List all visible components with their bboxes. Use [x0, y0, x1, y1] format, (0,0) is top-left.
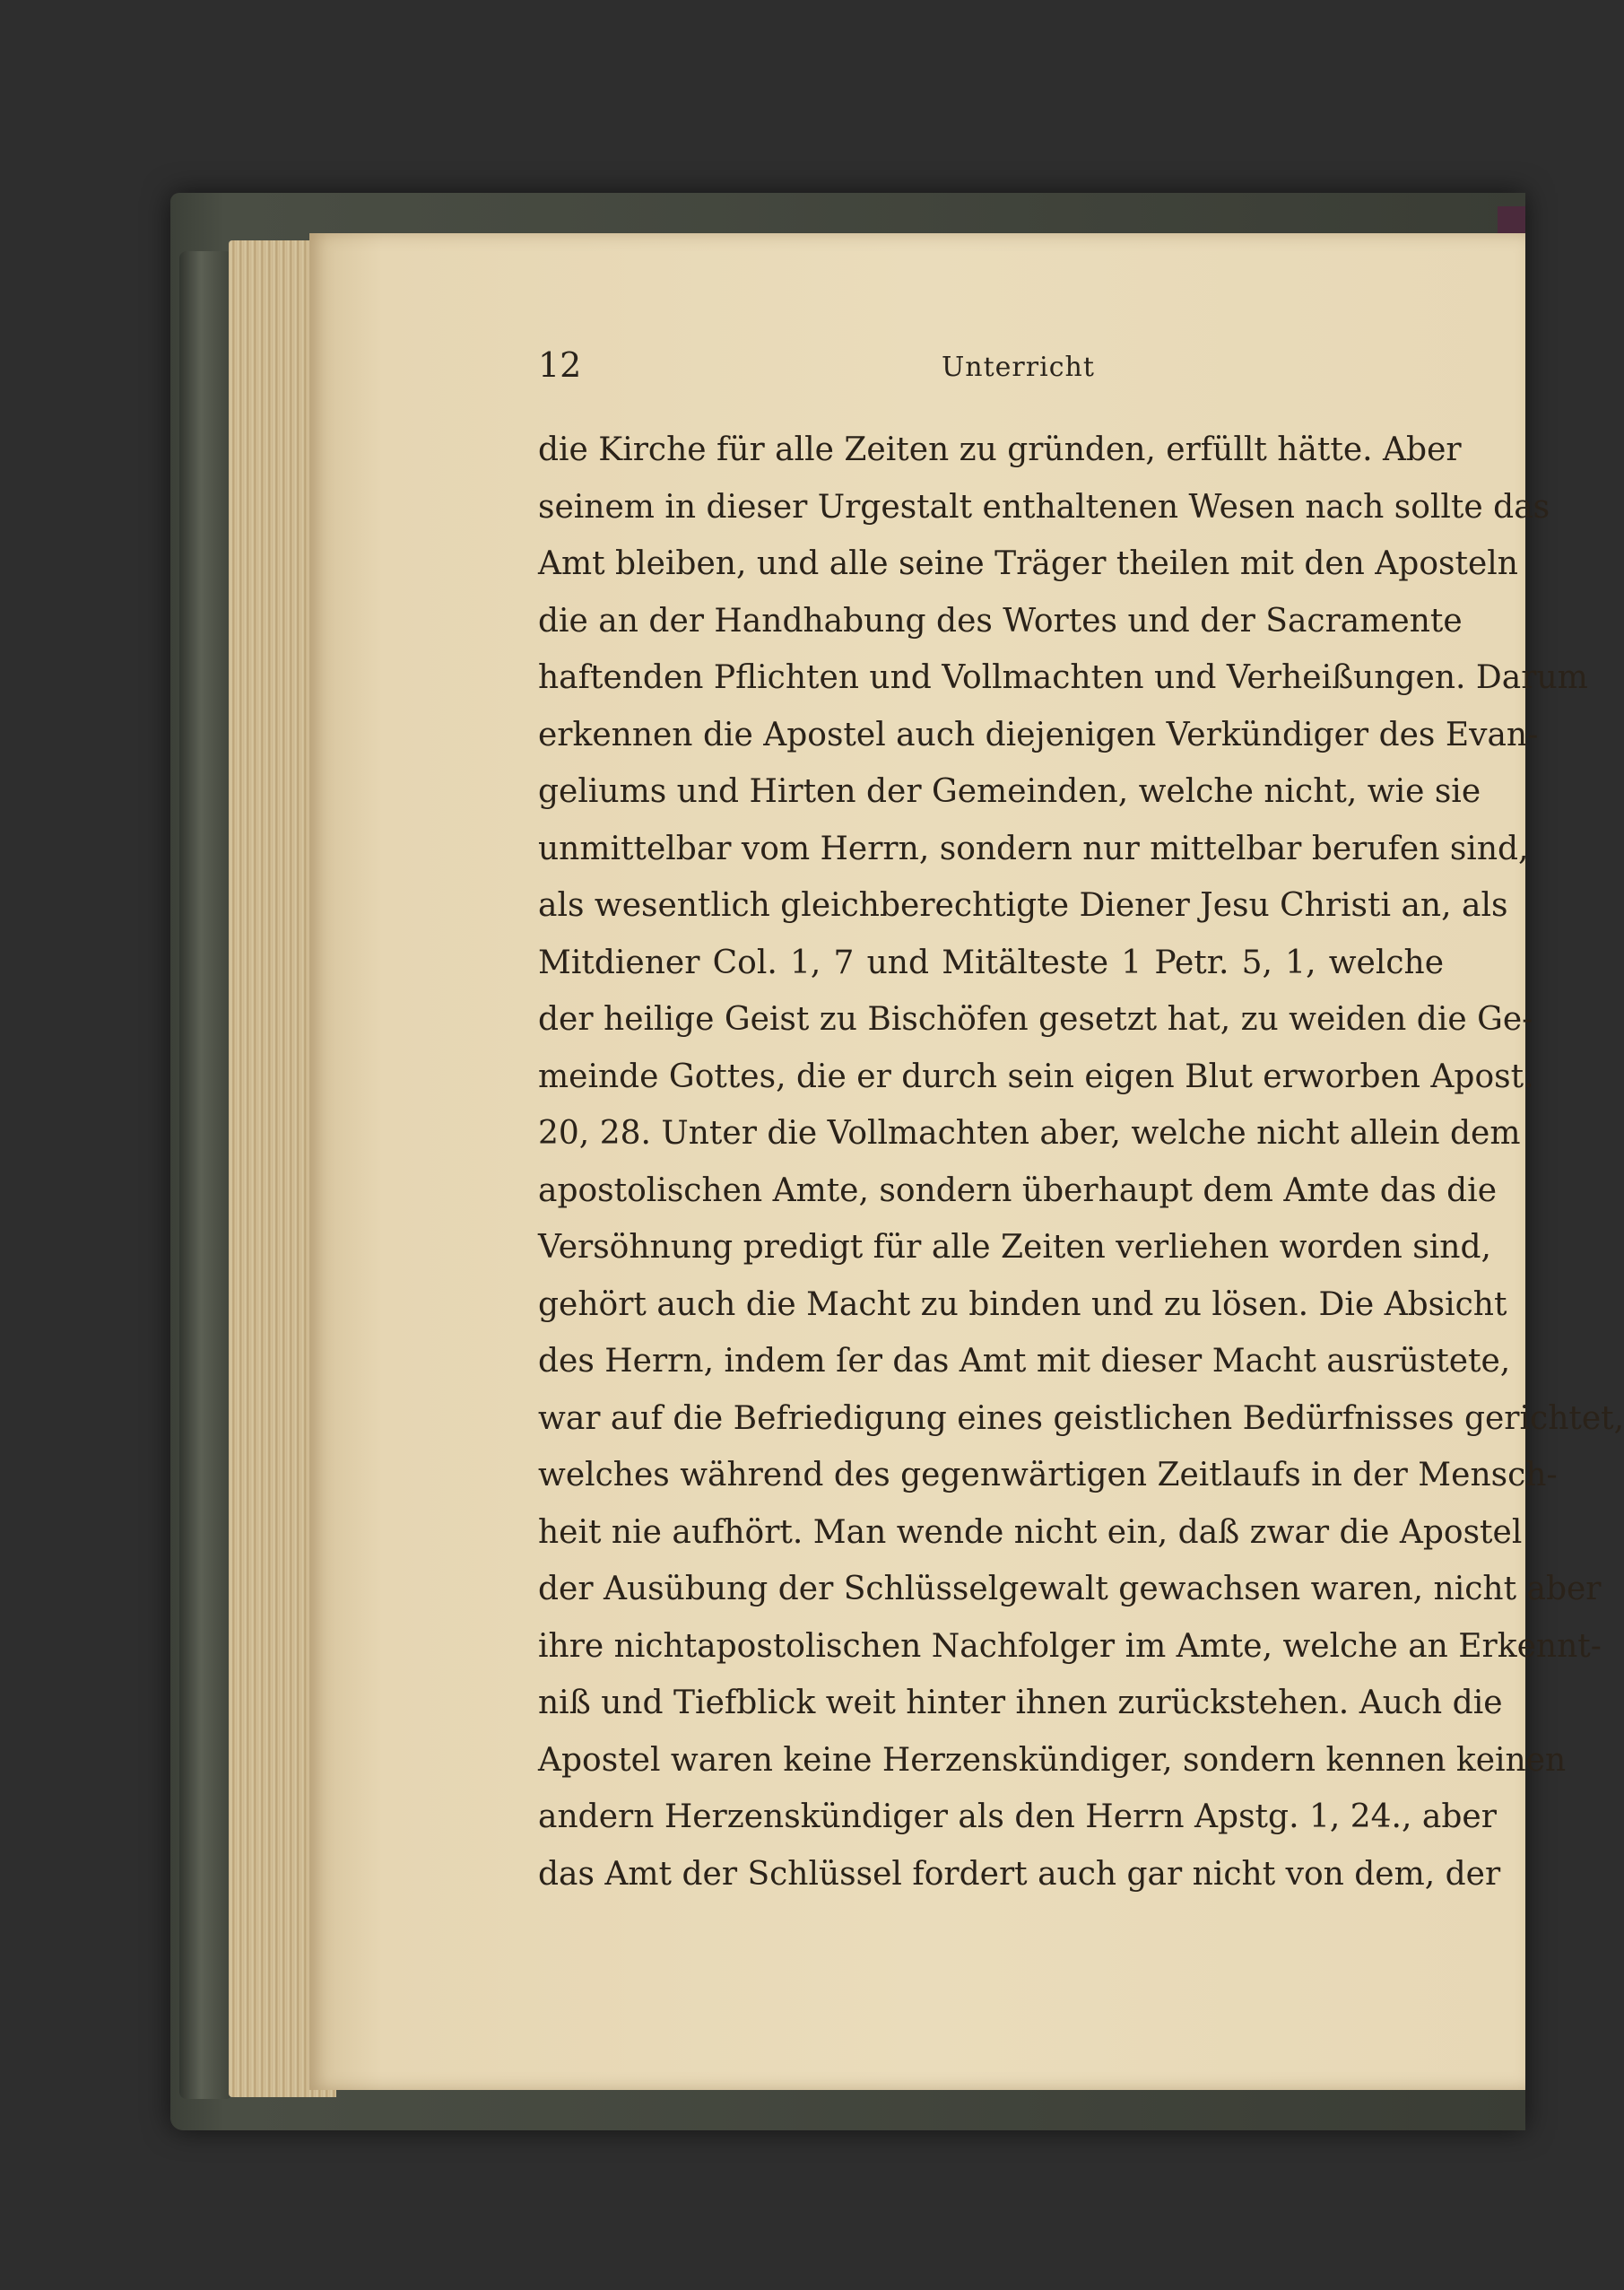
- text-line: welches während des gegenwärtigen Zeitlaufs in der Mensch-: [538, 1457, 1558, 1493]
- text-line: meinde Gottes, die er durch sein eigen Blut erworben Apost.: [538, 1058, 1534, 1095]
- text-line: ihre nichtapostolischen Nachfolger im Amte, welche an Erkennt-: [538, 1627, 1602, 1665]
- text-line: niß und Tiefblick weit hinter ihnen zurückstehen. Auch die: [538, 1685, 1503, 1721]
- text-line: der Ausübung der Schlüsselgewalt gewachsen waren, nicht aber: [538, 1571, 1602, 1607]
- text-line: der heilige Geist zu Bischöfen gesetzt hat, zu weiden die Ge-: [538, 1001, 1533, 1038]
- text-line: apostolischen Amte, sondern überhaupt dem Amte das die: [538, 1171, 1497, 1209]
- text-line: als wesentlich gleichberechtigte Diener Jesu Christi an, als: [538, 887, 1508, 924]
- running-head: Unterricht: [942, 352, 1095, 383]
- text-line: erkennen die Apostel auch diejenigen Verkündiger des Evan-: [538, 716, 1539, 753]
- text-line: Mitdiener Col. 1, 7 und Mitälteste 1 Petr. 5, 1, welche: [538, 944, 1444, 981]
- text-line: die an der Handhabung des Wortes und der Sacramente: [538, 602, 1463, 640]
- text-line: haftenden Pflichten und Vollmachten und Verheißungen. Darum: [538, 659, 1588, 696]
- text-line: die Kirche für alle Zeiten zu gründen, erfüllt hätte. Aber: [538, 431, 1462, 468]
- text-line: des Herrn, indem ſer das Amt mit dieser Macht ausrüstete,: [538, 1343, 1511, 1380]
- text-line: heit nie aufhört. Man wende nicht ein, daß zwar die Apostel: [538, 1513, 1523, 1551]
- body-text: [538, 422, 1624, 1903]
- text-line: seinem in dieser Urgestalt enthaltenen Wesen nach sollte das: [538, 488, 1550, 526]
- text-line: das Amt der Schlüssel fordert auch gar nicht von dem, der: [538, 1855, 1501, 1893]
- text-line: geliums und Hirten der Gemeinden, welche nicht, wie sie: [538, 773, 1481, 810]
- text-line: gehört auch die Macht zu binden und zu lösen. Die Absicht: [538, 1285, 1507, 1323]
- text-line: unmittelbar vom Herrn, sondern nur mittelbar berufen sind,: [538, 830, 1529, 867]
- page-number: 12: [538, 345, 582, 385]
- text-line: 20, 28. Unter die Vollmachten aber, welche nicht allein dem: [538, 1115, 1521, 1152]
- book-spine: [179, 251, 233, 2099]
- text-line: war auf die Befriedigung eines geistlichen Bedürfnisses gerichtet,: [538, 1399, 1624, 1437]
- text-line: Versöhnung predigt für alle Zeiten verliehen worden sind,: [538, 1229, 1491, 1266]
- text-line: andern Herzenskündiger als den Herrn Apstg. 1, 24., aber: [538, 1798, 1497, 1835]
- text-line: Apostel waren keine Herzenskündiger, sondern kennen keinen: [538, 1741, 1567, 1779]
- text-line: Amt bleiben, und alle seine Träger theilen mit den Aposteln: [538, 545, 1518, 582]
